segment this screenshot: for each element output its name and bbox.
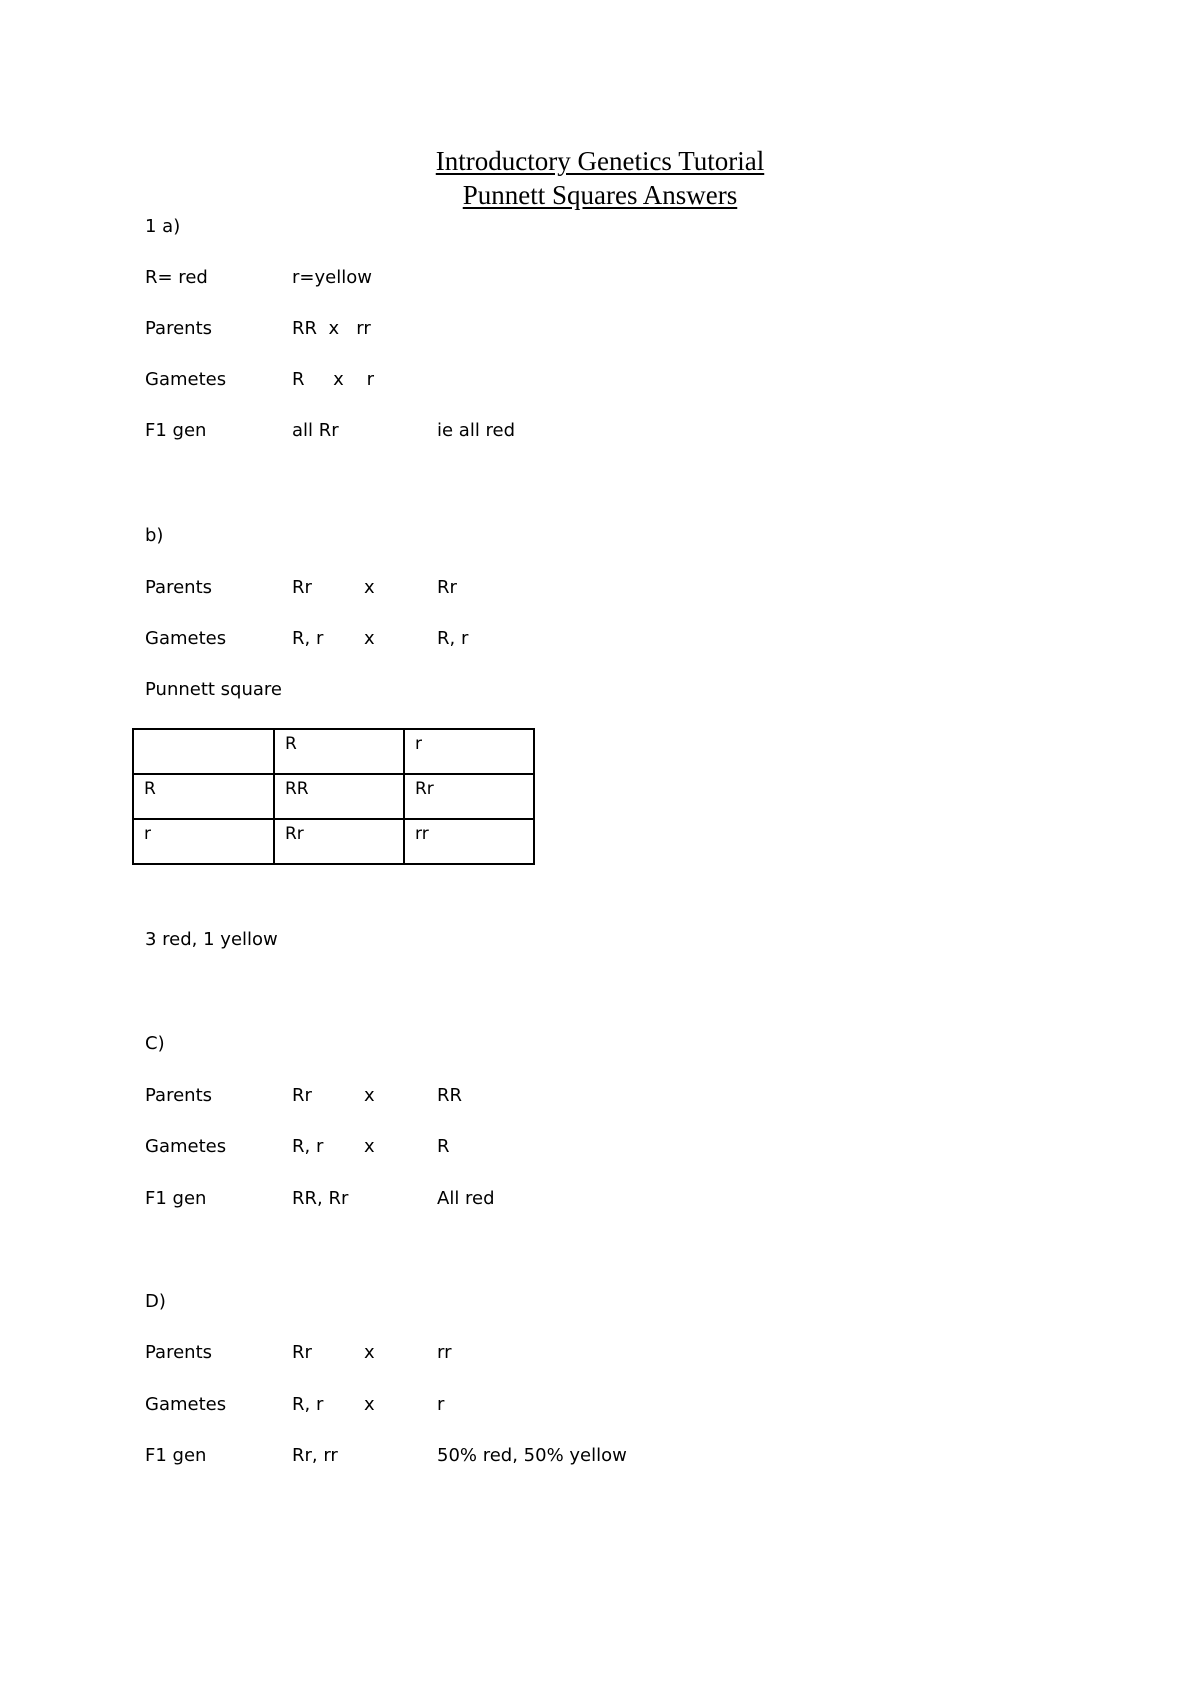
punnett-row bbox=[133, 819, 534, 864]
part-d-f1-label: F1 gen bbox=[145, 1445, 207, 1466]
punnett-cell: R bbox=[274, 729, 404, 774]
part-b-gametes-label: Gametes bbox=[145, 628, 227, 649]
part-c-f1-label: F1 gen bbox=[145, 1188, 207, 1209]
part-c-parents-left: Rr bbox=[292, 1085, 312, 1106]
part-d-f1-value: Rr, rr bbox=[292, 1445, 338, 1466]
punnett-cell: rr bbox=[404, 819, 534, 864]
punnett-cell: RR bbox=[274, 774, 404, 819]
part-a-f1-label: F1 gen bbox=[145, 420, 207, 441]
part-a-parents-label: Parents bbox=[145, 318, 212, 339]
punnett-row bbox=[133, 729, 534, 774]
part-c-parents-cross: x bbox=[364, 1085, 375, 1106]
part-d-parents-left: Rr bbox=[292, 1342, 312, 1363]
part-c-gametes-cross: x bbox=[364, 1136, 375, 1157]
part-a-f1-value: all Rr bbox=[292, 420, 339, 441]
part-c-gametes-label: Gametes bbox=[145, 1136, 227, 1157]
part-d-f1-note: 50% red, 50% yellow bbox=[437, 1445, 627, 1466]
punnett-cell: Rr bbox=[274, 819, 404, 864]
part-d-gametes-label: Gametes bbox=[145, 1394, 227, 1415]
punnett-cell: r bbox=[404, 729, 534, 774]
part-d-gametes-right: r bbox=[437, 1394, 445, 1415]
part-b-result: 3 red, 1 yellow bbox=[145, 929, 278, 950]
punnett-cell: Rr bbox=[404, 774, 534, 819]
part-d-parents-right: rr bbox=[437, 1342, 452, 1363]
part-d-gametes-left: R, r bbox=[292, 1394, 324, 1415]
page-subtitle: Punnett Squares Answers bbox=[462, 180, 738, 210]
part-c-f1-note: All red bbox=[437, 1188, 495, 1209]
punnett-square-label: Punnett square bbox=[145, 679, 282, 700]
punnett-cell: r bbox=[133, 819, 274, 864]
part-a-key-recessive: r=yellow bbox=[292, 267, 372, 288]
part-d-heading: D) bbox=[145, 1291, 166, 1312]
part-b-parents-left: Rr bbox=[292, 577, 312, 598]
punnett-row bbox=[133, 774, 534, 819]
part-b-gametes-left: R, r bbox=[292, 628, 324, 649]
punnett-cell: R bbox=[133, 774, 274, 819]
part-c-parents-label: Parents bbox=[145, 1085, 212, 1106]
part-c-parents-right: RR bbox=[437, 1085, 463, 1106]
part-a-gametes-label: Gametes bbox=[145, 369, 227, 390]
part-a-f1-note: ie all red bbox=[437, 420, 516, 441]
page-title: Introductory Genetics Tutorial bbox=[435, 146, 765, 176]
part-c-f1-value: RR, Rr bbox=[292, 1188, 349, 1209]
part-c-gametes-left: R, r bbox=[292, 1136, 324, 1157]
part-b-gametes-cross: x bbox=[364, 628, 375, 649]
part-b-parents-cross: x bbox=[364, 577, 375, 598]
part-a-gametes-value: R x r bbox=[292, 369, 375, 390]
part-c-gametes-right: R bbox=[437, 1136, 450, 1157]
part-a-heading: 1 a) bbox=[145, 216, 181, 237]
part-b-parents-label: Parents bbox=[145, 577, 212, 598]
punnett-square bbox=[132, 728, 535, 865]
part-c-heading: C) bbox=[145, 1033, 165, 1054]
part-a-key-dominant: R= red bbox=[145, 267, 208, 288]
part-d-parents-label: Parents bbox=[145, 1342, 212, 1363]
part-b-heading: b) bbox=[145, 525, 164, 546]
punnett-cell bbox=[133, 729, 274, 774]
part-b-parents-right: Rr bbox=[437, 577, 457, 598]
part-a-parents-value: RR x rr bbox=[292, 318, 371, 339]
part-d-parents-cross: x bbox=[364, 1342, 375, 1363]
part-b-gametes-right: R, r bbox=[437, 628, 469, 649]
part-d-gametes-cross: x bbox=[364, 1394, 375, 1415]
